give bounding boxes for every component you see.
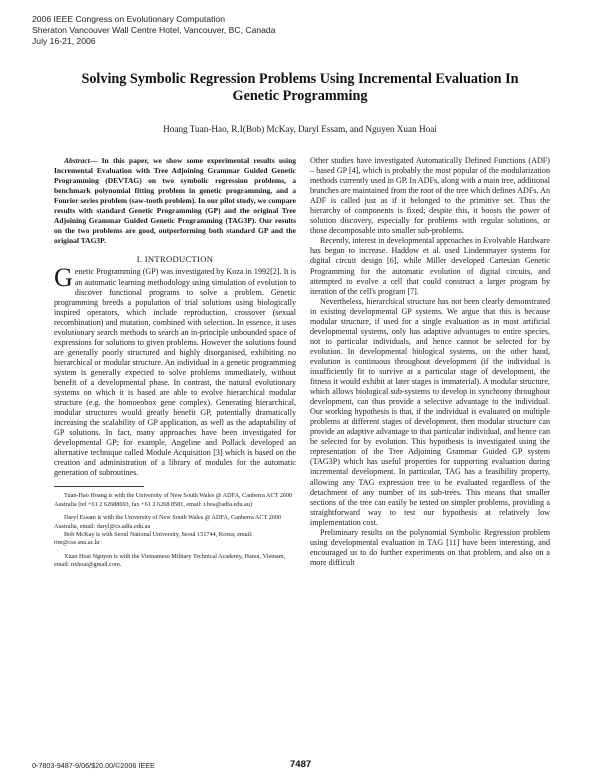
footnote-author-3: Daryl Essam is with the University of New South Wales @ ADFA, Canberra ACT 2600 Australia, email: daryl@cs.adfa.edu.au xyxy=(54,514,282,530)
left-column xyxy=(54,156,296,575)
footnote-rule xyxy=(54,486,144,487)
conference-header xyxy=(32,14,275,47)
right-paragraph-2: Recently, interest in developmental approaches in Evolvable Hardware has begun to increase. Haddow et al. used Lindenmayer systems for digital circuit design [6], while Miller developed Cartesian Genetic Programming for the automatic evolution of digital circuits, and attempted to evolve a cell that could construct a larger program by iteration of the cell's program [7]. xyxy=(310,236,550,296)
paper-title: Solving Symbolic Regression Problems Using Incremental Evaluation In Genetic Programming xyxy=(81,71,519,104)
abstract-text: In this paper, we show some experimental results using Incremental Evaluation with Tree Adjoining Grammar Guided Genetic Programming (DEVTAG) on two symbolic regression problems, a benchmark polynomial fitting problem in genetic programming, and a Fourier series problem (saw-tooth problem). In our pilot study, we compare results with standard Genetic Programming (GP) and the original Tree Adjoining Grammar Guided Genetic Programming (TAG3P). Our results on the two problems are good, outperforming both standard GP and the original TAG3P. xyxy=(54,156,296,246)
drop-cap: G xyxy=(54,263,73,293)
page-number: 7487 xyxy=(290,759,312,770)
footnote-author-2: Bob McKay is with Seoul National University, Seoul 151744, Korea; email: rim@cse.snu.ac.kr xyxy=(54,531,253,547)
right-paragraph-3: Nevertheless, hierarchical structure has not been clearly demonstrated in existing developmental GP systems. We argue that this is because modular structure, if used for a single evaluation as in most artificial developmental systems, only has adaptive advantages to entire species, not to particular individuals, and hence cannot be selected for by evolution. In developmental biological systems, on the other hand, evolution is continuous throughout development (if the individual is insufficiently fit to survive at a particular stage of development, the fitness it would exhibit at later stages is immaterial). A modular structure, which allows biological sub-systems to develop in synchrony throughout development, can thus provide a selective advantage to the individual. Our working hypothesis is that, if the individual is evaluated on multiple problems at different stages of development, then modular structure can provide an adaptive advantage to that particular individual, and hence can be selected for by evolution. This hypothesis is investigated using the representation of the Tree Adjoining Grammar Guided GP system (TAG3P) which has useful properties for supporting evaluation during incremental development. In particular, TAG has a feasibility property, allowing any TAG expression tree to be evaluated regardless of the detachment of any number of its sub-trees. This means that smaller sections of the tree can easily be tested on simpler problems, providing a straightforward way to test our hypothesis at relatively low implementation cost. xyxy=(310,296,550,527)
abstract xyxy=(54,156,296,246)
intro-paragraph xyxy=(54,263,296,478)
intro-paragraph-text: enetic Programming (GP) was investigated by Koza in 1992[2]. It is an automatic learning methodology using simulation of evolution to discover functional programs to solve a problem. Genetic programming breeds a population of trial solutions using biologically inspired operators, which include reproduction, crossover (sexual recombination) and mutation, combined with selection. In essence, it uses evolutionary search methods to search an in-principle unbounded space of expressions for solutions to given problems. However the solutions found are generally poorly structured and highly disorganised, exhibiting no hierarchical or modular structure. An individual in a genetic programming system is generally expected to solve problems immediately, without benefit of a developmental phase. In contrast, the natural evolutionary systems on which it is based are able to evolve hierarchical modular structure (e.g. the homoeobox gene complex). Generating hierarchical, modular structures would greatly benefit GP, potentially dramatically increasing the scalability of GP application, as well as the adaptability of GP solutions. In fact, many approaches have been investigated for developmental GP; for example, Angeline and Pollack developed an alternative technique called Module Acquisition [3] which is based on the creation and administration of a library of modules for the automatic generation of subroutines. xyxy=(54,267,296,478)
paper-authors: Hoang Tuan-Hao, R.I(Bob) McKay, Daryl Essam, and Nguyen Xuan Hoai xyxy=(163,124,437,134)
right-column xyxy=(310,156,550,568)
abstract-lead: Abstract— xyxy=(64,156,98,165)
conference-venue: Sheraton Vancouver Wall Centre Hotel, Vancouver, BC, Canada xyxy=(32,25,276,35)
conference-name: 2006 IEEE Congress on Evolutionary Computation xyxy=(32,14,225,24)
section-heading-introduction: I. INTRODUCTION xyxy=(136,254,214,265)
isbn-footer: 0-7803-9487-9/06/$20.00/©2006 IEEE xyxy=(32,761,155,770)
right-paragraph-4: Preliminary results on the polynomial Symbolic Regression problem using developmental evaluation in TAG [11] have been interesting, and encouraged us to do further experiments on that problem, and also on a more difficult xyxy=(310,527,550,567)
footnote-author-4: Xuan Hoai Nguyen is with the Vietnamese Military Technical Academy, Hanoi, Vietnam, email: nxhoai@gmail.com. xyxy=(54,552,286,569)
footnote-author-1: Tuan-Hao Hoang is with the University of New South Wales @ ADFA, Canberra ACT 2600 Australia (tel +61 2 62688693, fax +61 2 6268 8581, email: t.hoa@adfa.edu.au) xyxy=(54,492,293,508)
right-paragraph-1: Other studies have investigated Automatically Defined Functions (ADF) – based GP [4], which is probably the most popular of the modularization methods currently used in GP. In ADFs, along with a main tree, additional branches are maintained from the root of the tree which defines ADFs. An ADF is called just as if it belonged to the primitive set. Thus the hierarchy of components is fixed; despite this, it boosts the power of solution discovery, especially for problems with regular solutions, or those decomposable into smaller sub-problems. xyxy=(310,156,550,236)
conference-dates: July 16-21, 2006 xyxy=(32,36,96,46)
